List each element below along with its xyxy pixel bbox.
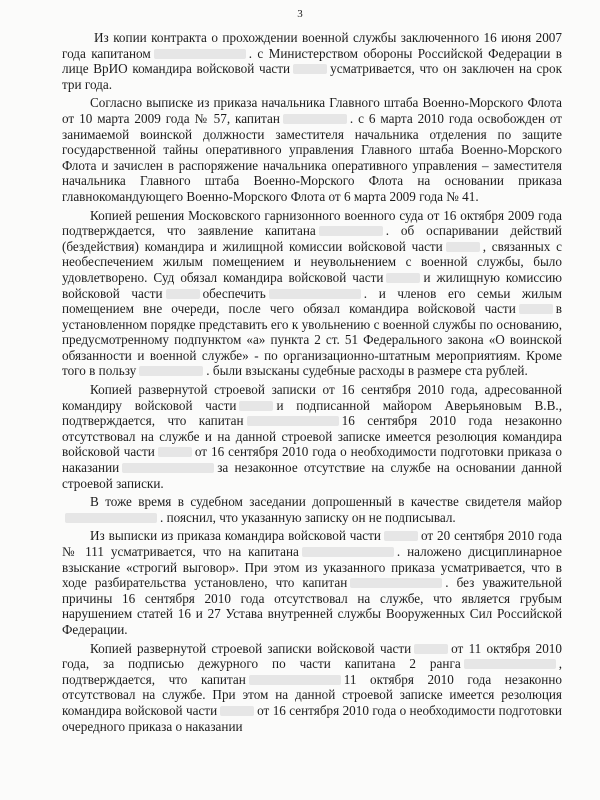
redacted-unit [293, 64, 327, 74]
paragraph-roster-16-sep: Копией развернутой строевой записки от 16 сентября 2010 года, адресованной командиру войсковой части и подписанной майором Аверьяновым В.В., подтверждается, что капитан 16 сентября 2010 года незаконно отсутствовал на службе и на данной строевой записке имеется резолюция командира войсковой части от 16 сентября 2010 года о необходимости подготовки приказа о наказании за незаконное отсутствие на службе на основании данной строевой записки. [62, 382, 563, 491]
redacted-name [139, 366, 203, 376]
redacted-name [350, 578, 442, 588]
redacted-unit [386, 273, 420, 283]
redacted-unit [220, 706, 254, 716]
redacted-unit [414, 644, 448, 654]
redacted-name [319, 226, 383, 236]
document-body [62, 30, 562, 737]
redacted-unit [384, 531, 418, 541]
paragraph-contract: Из копии контракта о прохождении военной службы заключенного 16 июня 2007 года капитаном . с Министерством обороны Российской Федерации в лице ВрИО командира войсковой части усматривается, что он заключен на срок три года. [62, 30, 562, 92]
paragraph-roster-11-oct: Копией развернутой строевой записки войсковой части от 11 октября 2010 года, за подписью дежурного по части капитана 2 ранга , подтверждается, что капитан 11 октября 2010 года незаконно отсутствовал на службе. При этом на данной строевой записке имеется резолюция командира войсковой части от 16 сентября 2010 года о необходимости подготовки очередного приказа о наказании [62, 640, 562, 734]
paragraph-order-111: Из выписки из приказа командира войсковой части от 20 сентября 2010 года № 111 усматривается, что на капитана . наложено дисциплинарное взыскание «строгий выговор». При этом из указанного приказа усматривается, что в ходе разбирательства установлено, что капитан . без уважительной причины 16 сентября 2010 года отсутствовал на службе, что является грубым нарушением статей 16 и 27 Устава внутренней службы Вооруженных Сил Российской Федерации. [62, 528, 562, 637]
redacted-unit [158, 447, 192, 457]
paragraph-order-57: Согласно выписке из приказа начальника Главного штаба Военно-Морского Флота от 10 марта 2009 года № 57, капитан . с 6 марта 2010 года освобожден от занимаемой воинской должности заместителя начальника отделения по защите государственной тайны оперативного управления Главного штаба Военно-Морского Флота и зачислен в распоряжение начальника оперативного управления – заместителя начальника Главного штаба Военно-Морского Флота на основании приказа главнокомандующего Военно-Морского Флота от 6 марта 2009 года № 41. [62, 95, 562, 204]
redacted-unit [446, 242, 480, 252]
redacted-name [122, 463, 214, 473]
redacted-name [65, 513, 157, 523]
page-number: 3 [297, 8, 303, 20]
paragraph-court-decision: Копией решения Московского гарнизонного военного суда от 16 октября 2009 года подтверждается, что заявление капитана . об оспаривании действий (бездействия) командира и жилищной комиссии войсковой части , связанных с необеспечением жилым помещением и неувольнением с военной службы, было удовлетворено. Суд обязал командира войсковой части и жилищную комиссию войсковой части обеспечить . и членов его семьи жилым помещением вне очереди, после чего обязал командира войсковой части в установленном порядке представить его к увольнению с военной службы по основанию, предусмотренному подпунктом «а» пункта 2 ст. 51 Федерального закона «О воинской обязанности и военной службе» - по организационно-штатным мероприятиям. Кроме того в пользу . были взысканы судебные расходы в размере ста рублей. [62, 207, 563, 379]
redacted-name [249, 675, 341, 685]
redacted-name [302, 547, 394, 557]
redacted-name [464, 659, 556, 669]
redacted-name [154, 49, 246, 59]
redacted-name [269, 289, 361, 299]
paragraph-witness: В тоже время в судебном заседании допрошенный в качестве свидетеля майор. пояснил, что указанную записку он не подписывал. [62, 494, 562, 525]
redacted-name [247, 416, 339, 426]
redacted-name [283, 114, 347, 124]
redacted-unit [239, 401, 273, 411]
redacted-unit [519, 304, 553, 314]
redacted-unit [166, 289, 200, 299]
